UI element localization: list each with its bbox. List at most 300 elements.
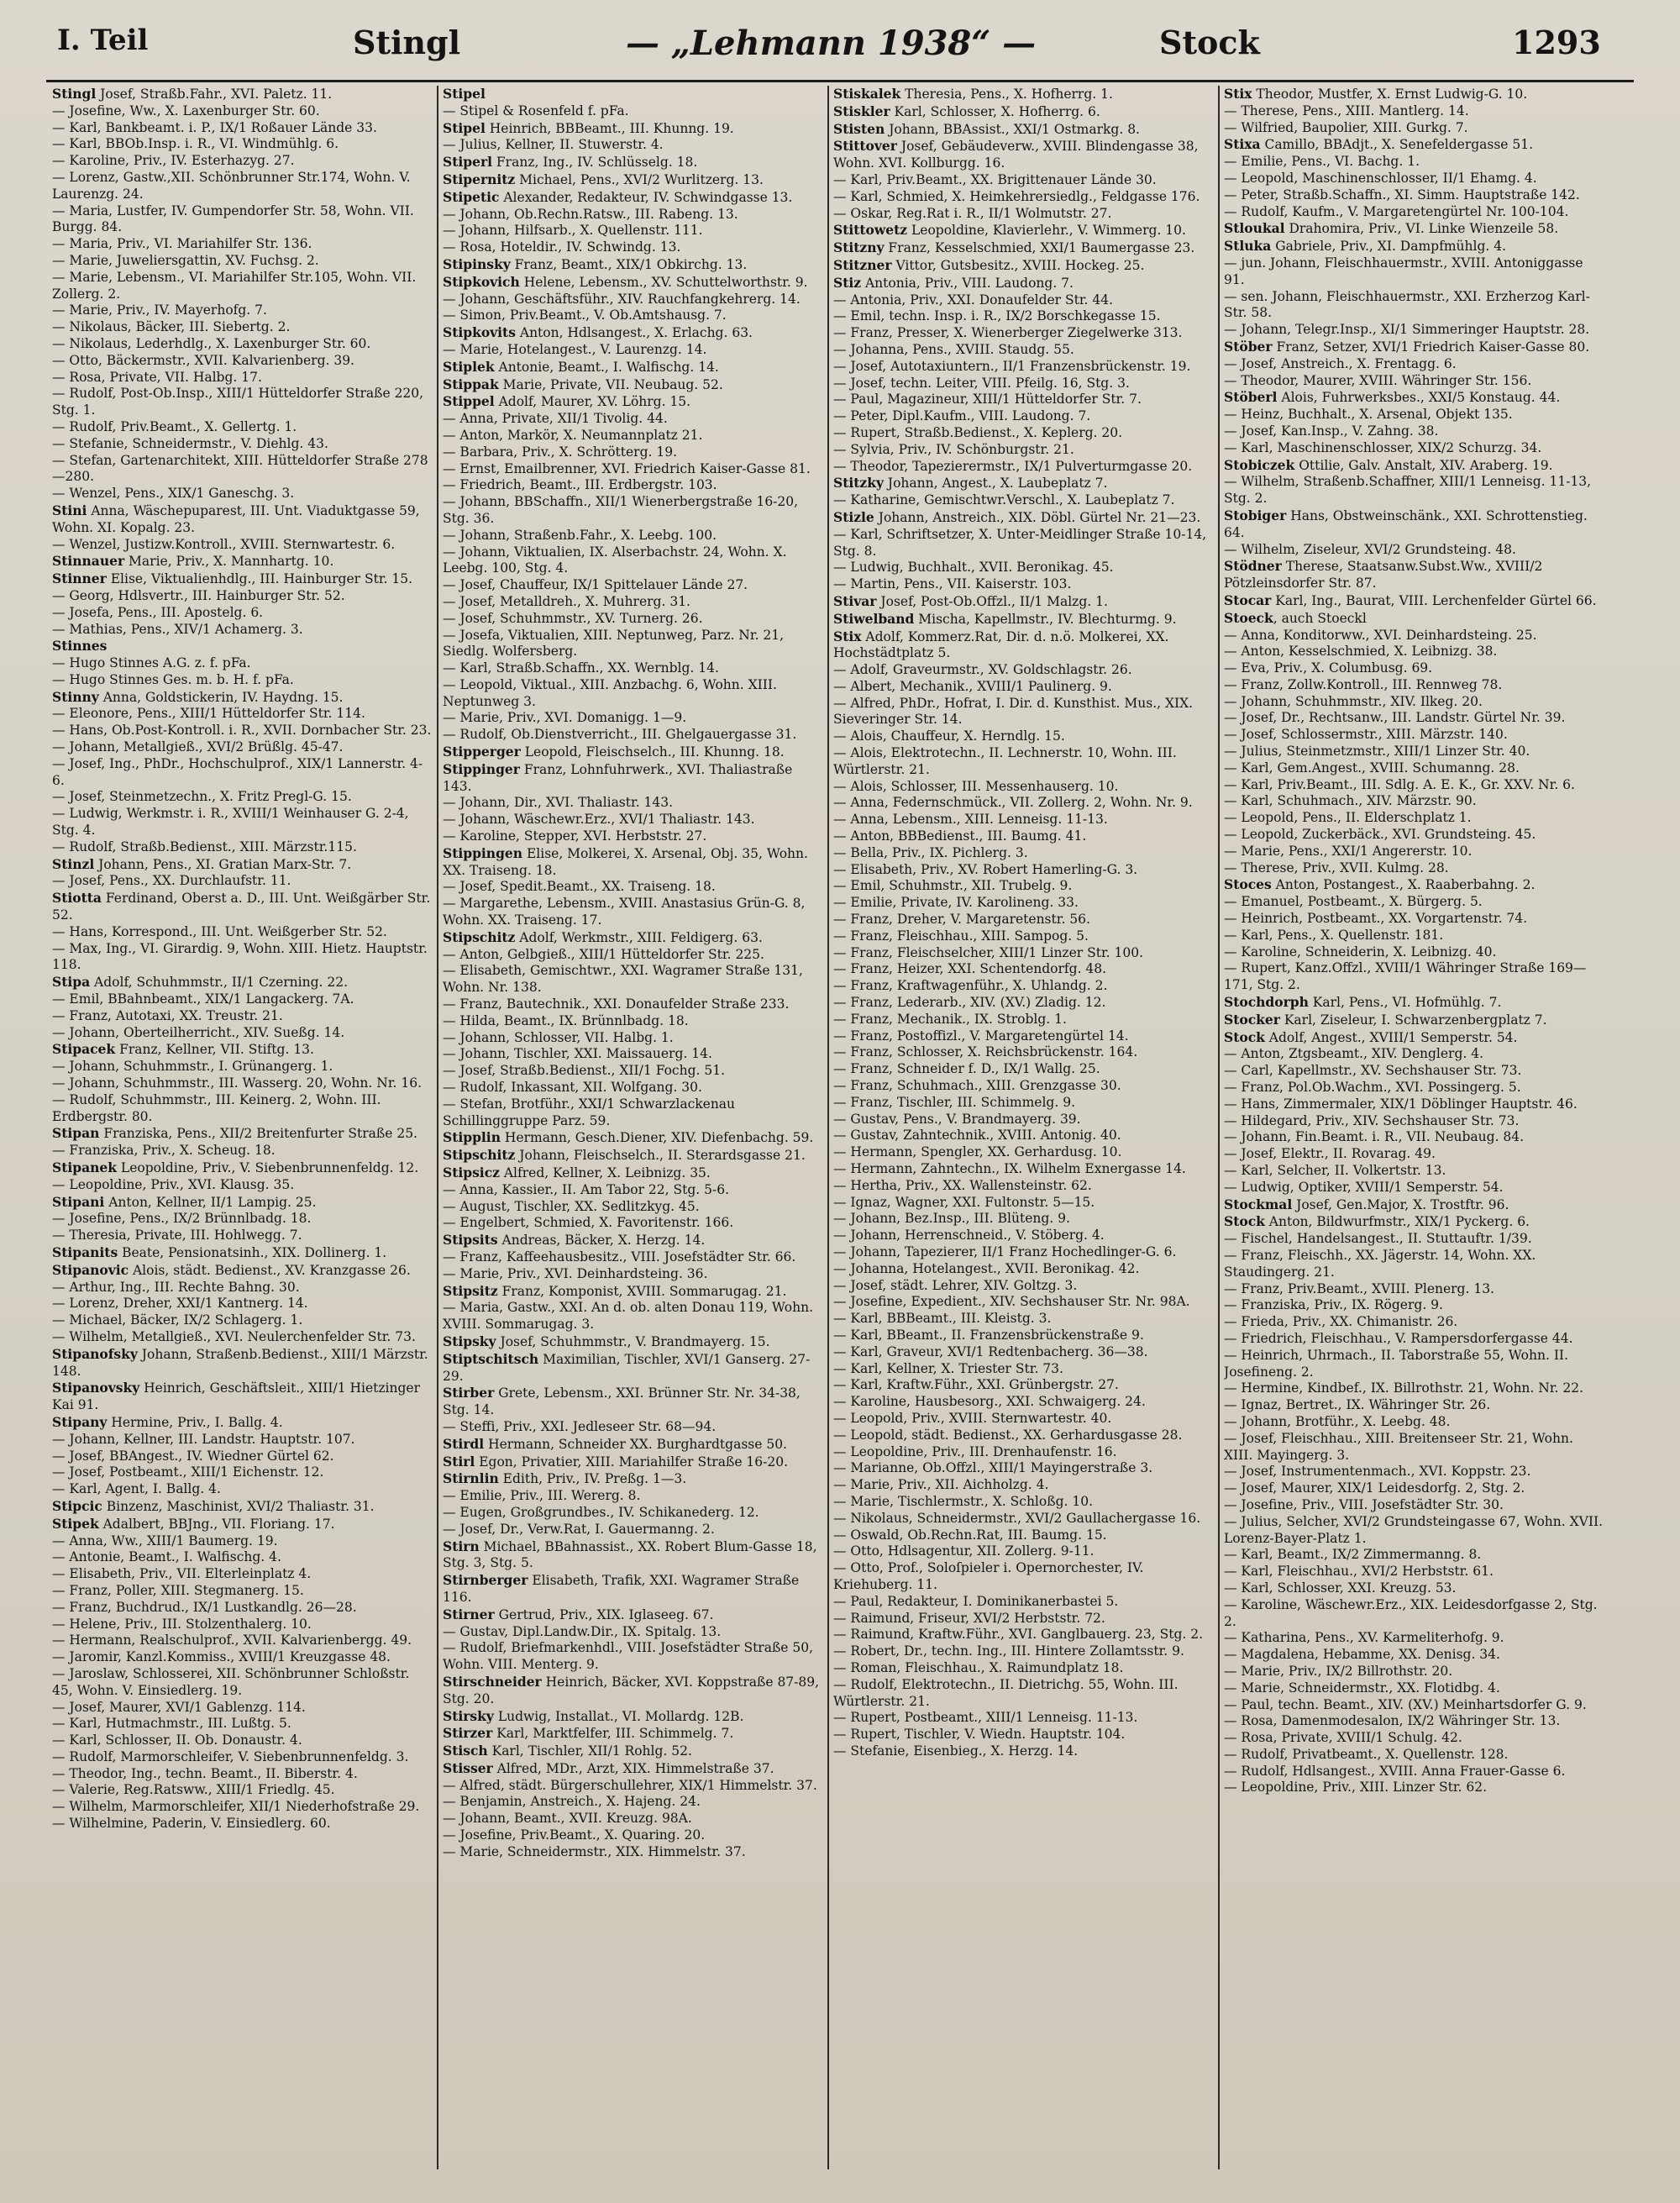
entry-text: — Elisabeth, Gemischtwr., XXI. Wagramer Straße 131, Wohn. Nr. 138.	[443, 963, 803, 996]
directory-entry	[52, 839, 432, 856]
directory-entry	[443, 744, 822, 761]
entry-text: — Josef, Postbeamt., XIII/1 Eichenstr. 12.	[52, 1464, 324, 1480]
entry-text: — Karoline, Stepper, XVI. Herbststr. 27.	[443, 828, 707, 844]
entry-text: — Johann, Viktualien, IX. Alserbachstr. 24, Wohn. X. Leebg. 100, Stg. 4.	[443, 544, 787, 576]
directory-entry	[833, 1344, 1213, 1361]
directory-entry	[833, 1095, 1213, 1112]
directory-entry	[52, 1600, 432, 1617]
directory-entry	[833, 1643, 1213, 1660]
entry-surname: Stocker	[1224, 1011, 1280, 1028]
directory-entry	[52, 1075, 432, 1092]
directory-entry	[1224, 677, 1604, 694]
directory-entry	[1224, 1213, 1604, 1231]
entry-text: — Johanna, Pens., XVIII. Staudg. 55.	[833, 341, 1074, 357]
entry-text: — Franz, Poller, XIII. Stegmanerg. 15.	[52, 1582, 304, 1598]
entry-text: — Theodor, Maurer, XVIII. Währinger Str. 156.	[1224, 372, 1532, 388]
directory-entry	[52, 1583, 432, 1600]
directory-entry	[1224, 356, 1604, 373]
entry-text: — Rudolf, Hdlsangest., XVIII. Anna Frauer-Gasse 6.	[1224, 1763, 1566, 1779]
directory-entry	[1224, 171, 1604, 187]
entry-surname: Stirschneider	[443, 1673, 542, 1690]
entry-text: — Nikolaus, Lederhdlg., X. Laxenburger Str. 60.	[52, 335, 371, 351]
entry-text: — Franz, Tischler, III. Schimmelg. 9.	[833, 1094, 1075, 1110]
directory-entry	[443, 1470, 822, 1488]
entry-text: — Josef, Elektr., II. Rovarag. 49.	[1224, 1146, 1436, 1162]
entry-text: Heinrich, BBBeamt., III. Khunng. 19.	[485, 120, 734, 136]
directory-entry	[52, 1464, 432, 1481]
entry-text: — Adolf, Graveurmstr., XV. Goldschlagstr. 26.	[833, 662, 1132, 678]
entry-text: — Oskar, Reg.Rat i. R., II/1 Wolmutstr. 27.	[833, 205, 1112, 221]
directory-entry	[1224, 1146, 1604, 1163]
directory-entry	[833, 1710, 1213, 1727]
directory-entry	[443, 929, 822, 947]
directory-entry	[833, 1477, 1213, 1494]
directory-column-1	[52, 86, 432, 2169]
directory-entry	[833, 275, 1213, 292]
entry-text: — Rudolf, Elektrotechn., II. Dietrichg. 55, Wohn. III. Würtlerstr. 21.	[833, 1676, 1179, 1709]
entry-surname: Stittowetz	[833, 222, 908, 239]
directory-entry	[443, 461, 822, 478]
directory-entry	[1224, 894, 1604, 911]
entry-text: — Leopoldine, Priv., III. Drenhaufenstr. 16.	[833, 1443, 1117, 1459]
directory-entry	[52, 706, 432, 723]
directory-entry	[443, 1708, 822, 1726]
directory-entry	[1224, 1231, 1604, 1248]
entry-surname: Stödner	[1224, 558, 1282, 575]
directory-entry	[1224, 1780, 1604, 1796]
directory-entry	[1224, 1314, 1604, 1331]
entry-text: — Josefine, Pens., IX/2 Brünnlbadg. 18.	[52, 1211, 312, 1227]
directory-entry	[1224, 373, 1604, 390]
entry-text: — Karl, Schlosser, XXI. Kreuzg. 53.	[1224, 1580, 1457, 1596]
directory-entry	[833, 679, 1213, 696]
entry-text: — Josef, Dr., Verw.Rat, I. Gauermanng. 2.	[443, 1521, 715, 1537]
directory-entry	[833, 628, 1213, 663]
entry-surname: Stipanovic	[52, 1261, 129, 1278]
directory-entry	[52, 1228, 432, 1244]
entry-text: Marie, Priv., X. Mannhartg. 10.	[124, 554, 334, 570]
directory-entry	[833, 172, 1213, 189]
entry-text: — Johann, Geschäftsführ., XIV. Rauchfangkehrerg. 14.	[443, 291, 801, 307]
directory-entry	[443, 256, 822, 274]
entry-surname: Stipany	[52, 1413, 108, 1430]
entry-text: — Marie, Priv., IX/2 Billrothstr. 20.	[1224, 1663, 1453, 1679]
entry-surname: Stipanofsky	[52, 1345, 138, 1362]
directory-entry	[443, 528, 822, 544]
entry-text: Franz, Kellner, VII. Stiftg. 13.	[115, 1042, 314, 1058]
entry-text: — Stefanie, Eisenbieg., X. Herzg. 14.	[833, 1743, 1079, 1759]
directory-entry	[1224, 1580, 1604, 1597]
entry-text: — Wilhelmine, Paderin, V. Einsiedlerg. 60.	[52, 1816, 331, 1832]
entry-text: — Marie, Priv., XVI. Domanigg. 1—9.	[443, 710, 687, 726]
entry-text: — Marie, Tischlermstr., X. Schloßg. 10.	[833, 1493, 1093, 1509]
directory-entry	[443, 411, 822, 428]
directory-entry	[1224, 660, 1604, 677]
entry-text: — Nikolaus, Schneidermstr., XVI/2 Gaullachergasse 16.	[833, 1510, 1201, 1526]
directory-entry	[52, 370, 432, 386]
header-left-word: Stingl	[353, 24, 461, 61]
entry-text: — Franz, Schlosser, X. Reichsbrückenstr. 164.	[833, 1044, 1138, 1060]
entry-surname: Stipa	[52, 974, 91, 991]
directory-entry	[443, 1165, 822, 1182]
directory-entry	[443, 1266, 822, 1283]
directory-entry	[52, 756, 432, 790]
directory-entry	[833, 1660, 1213, 1677]
entry-text: — Karl, Kraftw.Führ., XXI. Grünbergstr. 27.	[833, 1377, 1119, 1393]
directory-entry	[1224, 1129, 1604, 1146]
directory-entry	[1224, 592, 1604, 610]
entry-text: — Karoline, Schneiderin, X. Leibnizg. 40.	[1224, 944, 1497, 960]
directory-entry	[833, 1195, 1213, 1212]
entry-text: Franz, Lohnfuhrwerk., XVI. Thaliastraße 143.	[443, 761, 793, 794]
entry-text: — Josef, Maurer, XVI/1 Gablenzg. 114.	[52, 1699, 306, 1715]
entry-text: — Josef, Spedit.Beamt., XX. Traiseng. 18.	[443, 879, 716, 895]
directory-entry	[443, 577, 822, 594]
entry-text: — Engelbert, Schmied, X. Favoritenstr. 166.	[443, 1215, 734, 1231]
directory-entry	[1224, 1297, 1604, 1314]
entry-text: — Lorenz, Dreher, XXI/1 Kantnerg. 14.	[52, 1296, 308, 1312]
entry-text: Johann, Straßenb.Bedienst., XIII/1 Märzstr. 148.	[52, 1346, 428, 1379]
entry-text: — Josefa, Pens., III. Apostelg. 6.	[52, 604, 264, 620]
directory-entry	[833, 459, 1213, 476]
directory-entry	[443, 1827, 822, 1844]
entry-text: Franz, Beamt., XIX/1 Obkirchg. 13.	[510, 256, 748, 272]
entry-surname: Stipkovits	[443, 324, 516, 341]
directory-entry	[52, 1346, 432, 1380]
directory-entry	[52, 153, 432, 170]
entry-text: — Johann, Bez.Insp., III. Blüteng. 9.	[833, 1211, 1070, 1227]
entry-text: — Anton, BBBedienst., III. Baumg. 41.	[833, 828, 1087, 844]
entry-surname: Stirnlin	[443, 1470, 499, 1487]
entry-text: — Karl, Selcher, II. Volkertstr. 13.	[1224, 1163, 1446, 1178]
entry-text: — Emil, Schuhmstr., XII. Trubelg. 9.	[833, 878, 1073, 894]
directory-entry	[833, 1261, 1213, 1278]
entry-surname: Stipkovich	[443, 273, 520, 290]
directory-entry	[1224, 154, 1604, 171]
directory-entry	[833, 1627, 1213, 1643]
directory-entry	[52, 1498, 432, 1516]
directory-entry	[443, 594, 822, 611]
entry-surname: Stipek	[52, 1515, 99, 1532]
entry-text: — Alois, Schlosser, III. Messenhauserg. 10.	[833, 778, 1119, 794]
entry-text: — Leopoldine, Priv., XIII. Linzer Str. 62.	[1224, 1780, 1488, 1796]
directory-entry	[52, 553, 432, 570]
entry-text: — Julius, Steinmetzmstr., XIII/1 Linzer Str. 40.	[1224, 744, 1530, 760]
entry-text: — Georg, Hdlsvertr., III. Hainburger Str. 52.	[52, 587, 345, 603]
entry-text: — Heinz, Buchhalt., X. Arsenal, Objekt 135.	[1224, 407, 1513, 423]
directory-entry	[833, 376, 1213, 392]
entry-text: — Karoline, Priv., IV. Esterhazyg. 27.	[52, 153, 295, 169]
entry-text: — Theodor, Ing., techn. Beamt., II. Biberstr. 4.	[52, 1765, 358, 1781]
directory-entry	[1224, 1480, 1604, 1497]
entry-text: — Friedrich, Beamt., III. Erdbergstr. 103.	[443, 477, 717, 493]
directory-entry	[1224, 322, 1604, 339]
directory-entry	[443, 1283, 822, 1301]
directory-entry	[1224, 1730, 1604, 1747]
directory-entry	[52, 1296, 432, 1312]
entry-text: — Rudolf, Priv.Beamt., X. Gellertg. 1.	[52, 418, 297, 434]
entry-text: — Carl, Kapellmstr., XV. Sechshauser Str. 73.	[1224, 1063, 1522, 1079]
directory-entry	[1224, 928, 1604, 944]
directory-entry	[1224, 727, 1604, 744]
entry-text: — Josefine, Priv., VIII. Josefstädter Str. 30.	[1224, 1496, 1504, 1512]
directory-entry	[52, 739, 432, 756]
directory-entry	[443, 292, 822, 308]
entry-surname: Stipsits	[443, 1232, 498, 1249]
entry-surname: Stipplin	[443, 1129, 501, 1146]
directory-entry	[52, 1312, 432, 1329]
entry-text: Elise, Viktualienhdlg., III. Hainburger Str. 15.	[106, 571, 413, 587]
directory-entry	[443, 393, 822, 411]
entry-text: — Anna, Private, XII/1 Tivolig. 44.	[443, 411, 668, 427]
entry-text: — Eugen, Großgrundbes., IV. Schikanederg. 12.	[443, 1504, 759, 1520]
directory-entry	[443, 845, 822, 880]
entry-text: — Antonia, Priv., XXI. Donaufelder Str. 44.	[833, 292, 1114, 308]
directory-entry	[833, 292, 1213, 309]
entry-surname: Stinnes	[52, 638, 108, 655]
directory-entry	[1224, 389, 1604, 407]
entry-surname: Stirl	[443, 1453, 475, 1470]
entry-surname: Stobiger	[1224, 507, 1287, 523]
entry-text: Vittor, Gutsbesitz., XVIII. Hockeg. 25.	[891, 257, 1145, 273]
entry-text: — Rosa, Hoteldir., IV. Schwindg. 13.	[443, 239, 681, 255]
entry-text: — Gustav, Zahntechnik., XVIII. Antonig. 40.	[833, 1128, 1121, 1144]
directory-entry	[443, 1385, 822, 1419]
directory-entry	[1224, 457, 1604, 475]
entry-text: Josef, Post-Ob.Offzl., II/1 Malzg. 1.	[876, 593, 1108, 609]
entry-text: — Anna, Lebensm., XIII. Lenneisg. 11-13.	[833, 812, 1108, 828]
entry-text: Therese, Staatsanw.Subst.Ww., XVIII/2 Pötzleinsdorfer Str. 87.	[1224, 559, 1543, 591]
directory-entry	[833, 189, 1213, 206]
directory-entry	[1224, 1113, 1604, 1130]
directory-entry	[1224, 810, 1604, 827]
directory-entry	[443, 1215, 822, 1232]
entry-surname: Stoces	[1224, 876, 1272, 893]
entry-text: — Leopoldine, Priv., XVI. Klausg. 35.	[52, 1176, 295, 1192]
entry-surname: Stock	[1224, 1028, 1265, 1045]
entry-text: — Anna, Konditorww., XVI. Deinhardsteing. 25.	[1224, 627, 1537, 643]
directory-entry	[833, 1427, 1213, 1444]
entry-text: Alfred, Kellner, X. Leibnizg. 35.	[499, 1165, 711, 1180]
entry-text: — Johann, Tapezierer, II/1 Franz Hochedlinger-G. 6.	[833, 1243, 1177, 1259]
directory-entry	[1224, 994, 1604, 1012]
directory-entry	[833, 1444, 1213, 1461]
entry-surname: Stiskalek	[833, 86, 901, 102]
directory-column-2	[443, 86, 822, 2169]
directory-entry	[52, 1025, 432, 1042]
entry-surname: Stipacek	[52, 1041, 116, 1058]
directory-entry	[833, 257, 1213, 275]
directory-entry	[833, 593, 1213, 611]
directory-entry	[52, 1244, 432, 1262]
entry-surname: Stoeck	[1224, 609, 1273, 626]
entry-surname: Stippel	[443, 393, 495, 410]
directory-entry	[443, 1419, 822, 1436]
entry-text: — Josef, Instrumentenmach., XVI. Koppstr. 23.	[1224, 1464, 1531, 1480]
entry-text: — Johanna, Hotelangest., XVII. Beronikag. 42.	[833, 1260, 1140, 1276]
directory-entry	[833, 945, 1213, 962]
directory-entry	[1224, 1096, 1604, 1113]
entry-text: — Rudolf, Post-Ob.Insp., XIII/1 Hütteldorfer Straße 220, Stg. 1.	[52, 386, 424, 418]
directory-entry	[1224, 1196, 1604, 1214]
directory-entry	[833, 845, 1213, 862]
directory-entry	[52, 672, 432, 689]
entry-text: Theodor, Mustfer, X. Ernst Ludwig-G. 10.	[1252, 87, 1528, 102]
entry-text: Camillo, BBAdjt., X. Senefeldergasse 51.	[1260, 137, 1534, 153]
directory-entry	[1224, 944, 1604, 961]
entry-text: — Josefine, Expedient., XIV. Sechshauser Str. Nr. 98A.	[833, 1294, 1190, 1310]
entry-text: Johann, BBAssist., XXI/1 Ostmarkg. 8.	[885, 121, 1140, 137]
directory-entry	[52, 253, 432, 270]
entry-text: — Michael, Bäcker, IX/2 Schlagerg. 1.	[52, 1312, 303, 1328]
directory-entry	[443, 1351, 822, 1385]
entry-text: — Ludwig, Buchhalt., XVII. Beronikag. 45.	[833, 560, 1114, 576]
directory-entry	[52, 890, 432, 924]
directory-entry	[833, 828, 1213, 845]
entry-surname: Stloukal	[1224, 220, 1285, 237]
entry-text: — Franz, Priv.Beamt., XVIII. Plenerg. 13.	[1224, 1280, 1494, 1296]
directory-entry	[833, 342, 1213, 359]
entry-text: Hermann, Gesch.Diener, XIV. Diefenbachg. 59.	[500, 1130, 814, 1146]
entry-surname: Stiwelband	[833, 610, 915, 627]
entry-text: — Rosa, Private, VII. Halbg. 17.	[52, 369, 262, 385]
directory-entry	[52, 941, 432, 975]
entry-text: — Johann, Wäschewr.Erz., XVI/1 Thaliastr. 143.	[443, 812, 755, 828]
entry-text: — Magdalena, Hebamme, XX. Denisg. 34.	[1224, 1647, 1500, 1663]
directory-entry	[52, 203, 432, 237]
entry-text: Adolf, Schuhmmstr., II/1 Czerning. 22.	[90, 975, 349, 991]
entry-text: — Martin, Pens., VII. Kaiserstr. 103.	[833, 576, 1072, 592]
directory-entry	[443, 239, 822, 256]
entry-text: — Heinrich, Postbeamt., XX. Vorgartenstr. 74.	[1224, 911, 1528, 927]
directory-entry	[833, 1460, 1213, 1477]
entry-text: — Alfred, städt. Bürgerschullehrer, XIX/1 Himmelstr. 37.	[443, 1777, 817, 1793]
entry-text: — Franz, Pol.Ob.Wachm., XVI. Possingerg. 5.	[1224, 1080, 1521, 1096]
directory-entry	[1224, 187, 1604, 204]
entry-text: Maximilian, Tischler, XVI/1 Ganserg. 27-29.	[443, 1351, 811, 1384]
entry-text: — Emanuel, Postbeamt., X. Bürgerg. 5.	[1224, 894, 1483, 910]
header-rule	[46, 80, 1634, 82]
entry-text: — Jaromir, Kanzl.Kommiss., XVIII/1 Kreuzgasse 48.	[52, 1649, 391, 1665]
entry-text: — Fischel, Handelsangest., II. Stuttauftr. 1/39.	[1224, 1231, 1532, 1247]
entry-text: — Antonie, Beamt., I. Walfischg. 4.	[52, 1549, 281, 1565]
directory-entry	[52, 1481, 432, 1498]
entry-text: — Hildegard, Priv., XIV. Sechshauser Str. 73.	[1224, 1112, 1520, 1128]
directory-entry	[833, 1394, 1213, 1411]
directory-entry	[833, 862, 1213, 879]
entry-text: Anton, Postangest., X. Raaberbahng. 2.	[1271, 877, 1536, 893]
entry-text: Hans, Obstweinschänk., XXI. Schrottenstieg. 64.	[1224, 507, 1588, 540]
directory-entry	[833, 795, 1213, 812]
entry-text: — Hans, Zimmermaler, XIX/1 Döblinger Hauptstr. 46.	[1224, 1096, 1578, 1112]
entry-text: — Franz, Dreher, V. Margaretenstr. 56.	[833, 912, 1090, 928]
entry-text: — Karl, Fleischhau., XVI/2 Herbststr. 61.	[1224, 1564, 1494, 1580]
entry-surname: Stirn	[443, 1538, 480, 1554]
entry-surname: Stipsky	[443, 1333, 496, 1349]
page-header	[34, 24, 1646, 74]
entry-text: — Hermine, Kindbef., IX. Billrothstr. 21, Wohn. Nr. 22.	[1224, 1380, 1584, 1396]
entry-text: Helene, Lebensm., XV. Schuttelworthstr. 9.	[519, 274, 808, 290]
directory-entry	[1224, 1063, 1604, 1080]
entry-text: — Rupert, Tischler, V. Wiedn. Hauptstr. 104.	[833, 1727, 1126, 1743]
entry-surname: Stipan	[52, 1125, 100, 1142]
directory-entry	[1224, 86, 1604, 103]
entry-text: — Johann, Dir., XVI. Thaliastr. 143.	[443, 795, 674, 811]
directory-entry	[833, 1611, 1213, 1627]
entry-text: — Franz, Presser, X. Wienerberger Ziegelwerke 313.	[833, 325, 1183, 341]
entry-text: — Marie, Juweliersgattin, XV. Fuchsg. 2.	[52, 252, 319, 268]
directory-entry	[443, 1300, 822, 1333]
directory-entry	[833, 1594, 1213, 1611]
directory-entry	[833, 1144, 1213, 1161]
entry-surname: Stocar	[1224, 591, 1272, 608]
entry-text: — Oswald, Ob.Rechn.Rat, III. Baumg. 15.	[833, 1527, 1107, 1543]
directory-entry	[443, 1760, 822, 1778]
entry-text: — Johann, Tischler, XXI. Maissauerg. 14.	[443, 1046, 712, 1062]
entry-text: — Josef, städt. Lehrer, XIV. Goltzg. 3.	[833, 1277, 1078, 1293]
entry-text: — Albert, Mechanik., XVIII/1 Paulinerg. 9.	[833, 678, 1112, 694]
entry-text: Theresia, Pens., X. Hofherrg. 1.	[900, 87, 1113, 102]
entry-surname: Stinnauer	[52, 553, 125, 570]
entry-text: — Josefine, Priv.Beamt., X. Quaring. 20.	[443, 1827, 706, 1843]
directory-entry	[52, 136, 432, 153]
directory-entry	[443, 1778, 822, 1795]
entry-text: — Helene, Priv., III. Stolzenthalerg. 10.	[52, 1616, 312, 1632]
entry-text: Hermann, Schneider XX. Burghardtgasse 50.	[484, 1436, 787, 1452]
entry-text: — Peter, Straßb.Schaffn., XI. Simm. Hauptstraße 142.	[1224, 187, 1580, 202]
directory-entry	[52, 1617, 432, 1633]
entry-text: — Sylvia, Priv., IV. Schönburgstr. 21.	[833, 441, 1074, 457]
directory-entry	[52, 723, 432, 739]
entry-text: — Leopold, Viktual., XIII. Anzbachg. 6, Wohn. XIII. Neptunweg 3.	[443, 676, 777, 709]
entry-surname: Stivar	[833, 592, 877, 609]
directory-entry	[52, 1125, 432, 1143]
directory-entry	[1224, 1664, 1604, 1680]
entry-text: — August, Tischler, XX. Sedlitzkyg. 45.	[443, 1198, 700, 1214]
entry-text: Anna, Goldstickerin, IV. Haydng. 15.	[98, 689, 344, 705]
directory-entry	[52, 1177, 432, 1194]
directory-entry	[52, 1194, 432, 1212]
directory-entry	[833, 576, 1213, 593]
entry-text: Johann, Anstreich., XIX. Döbl. Gürtel Nr. 21—23.	[874, 509, 1201, 525]
entry-text: — Gustav, Pens., V. Brandmayerg. 39.	[833, 1111, 1081, 1127]
directory-entry	[833, 1361, 1213, 1378]
entry-text: — Stefanie, Schneidermstr., V. Diehlg. 43.	[52, 435, 328, 451]
entry-text: Josef, Gen.Major, X. Trostftr. 96.	[1292, 1196, 1509, 1212]
entry-text: Gabriele, Priv., XI. Dampfmühlg. 4.	[1271, 239, 1507, 255]
entry-text: Karl, Ziseleur, I. Schwarzenbergplatz 7.	[1279, 1012, 1547, 1028]
directory-entry	[52, 622, 432, 639]
directory-entry	[1224, 1281, 1604, 1298]
entry-surname: Stipsitz	[443, 1282, 498, 1299]
directory-entry	[443, 1333, 822, 1351]
directory-entry	[833, 206, 1213, 223]
directory-entry	[1224, 610, 1604, 628]
entry-surname: Stipanek	[52, 1159, 117, 1175]
entry-text: Leopoldine, Priv., V. Siebenbrunnenfeldg. 12.	[117, 1160, 419, 1175]
entry-text: — Karoline, Wäschewr.Erz., XIX. Leidesdorfgasse 2, Stg. 2.	[1224, 1596, 1598, 1629]
entry-surname: Stöber	[1224, 338, 1273, 355]
directory-entry	[443, 324, 822, 342]
directory-entry	[1224, 507, 1604, 542]
directory-entry	[443, 137, 822, 154]
entry-text: — Stipel & Rosenfeld f. pFa.	[443, 103, 629, 118]
entry-text: — Friedrich, Fleischhau., V. Rampersdorfergasse 44.	[1224, 1330, 1573, 1346]
entry-text: — Marie, Lebensm., VI. Mariahilfer Str.105, Wohn. VII. Zollerg. 2.	[52, 269, 417, 302]
directory-entry	[833, 1494, 1213, 1511]
directory-entry	[443, 1436, 822, 1454]
entry-text: — Leopold, Pens., II. Elderschplatz 1.	[1224, 810, 1472, 826]
